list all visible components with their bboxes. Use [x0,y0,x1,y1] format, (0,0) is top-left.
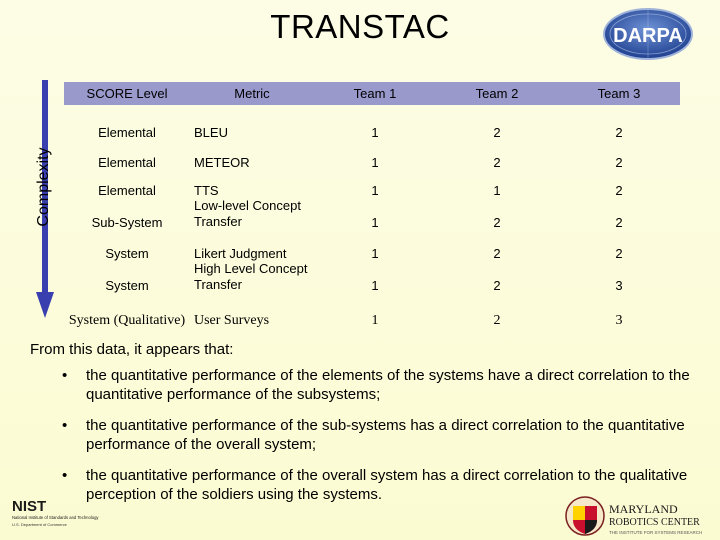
umd-logo-line3: THE INSTITUTE FOR SYSTEMS RESEARCH [609,530,703,535]
team-1-cell: 1 [371,155,379,170]
team-2-cell: 2 [493,155,501,170]
team-2-cell: 2 [493,278,501,293]
score-level-cell: System [105,278,149,293]
table-row [64,140,680,170]
metric-cell: High Level Concept Transfer [194,261,308,292]
table-header-row [64,82,680,105]
team-2-cell: 2 [493,313,501,328]
score-level-cell: Elemental [98,155,156,170]
nist-logo [8,496,99,534]
team-2-cell: 2 [493,215,501,230]
list-item [60,366,690,404]
complexity-label: Complexity [35,147,52,227]
slide-title: TRANSTAC [270,8,450,45]
team-3-cell: 3 [615,278,623,293]
team-1-cell: 1 [371,183,379,198]
metric-cell: Low-level Concept Transfer [194,198,301,229]
header-team-1: Team 1 [314,82,436,105]
list-item-text: the quantitative performance of the sub-systems has a direct correlation to the quantitative performance of the overall system; [86,417,685,453]
metric-cell: BLEU [194,125,228,140]
table-row [64,261,680,295]
team-1-cell: 1 [371,215,379,230]
header-team-2: Team 2 [436,82,558,105]
darpa-logo-text: DARPA [613,25,683,47]
metric-cell: User Surveys [194,313,270,328]
score-level-cell: System [105,246,149,261]
umd-logo-line1: MARYLAND [609,502,678,516]
team-1-cell: 1 [371,125,379,140]
team-3-cell: 3 [615,313,623,328]
score-level-cell: System (Qualitative) [68,313,186,328]
team-3-cell: 2 [615,183,623,198]
score-level-cell: Sub-System [91,215,163,230]
nist-logo-name: NIST [12,498,47,515]
table-row [64,170,680,198]
header-team-3: Team 3 [558,82,680,105]
bullet-icon: • [62,417,68,434]
team-1-cell: 1 [371,246,379,261]
complexity-indicator [36,80,54,320]
score-level-cell: Elemental [98,125,156,140]
score-level-cell: Elemental [98,183,156,198]
umd-logo-line2: ROBOTICS CENTER [609,517,700,528]
header-metric: Metric [190,82,314,105]
nist-logo-subtitle: National Institute of Standards and Technology [12,515,99,520]
team-3-cell: 2 [615,125,623,140]
header-score-level: SCORE Level [64,82,190,105]
team-2-cell: 2 [493,246,501,261]
summary-text: From this data, it appears that: [30,341,234,358]
metric-cell: TTS [194,183,219,198]
table-row [64,105,680,140]
umd-robotics-logo [565,494,715,538]
metric-cell: Likert Judgment [194,246,287,261]
bullet-icon: • [62,467,68,484]
team-3-cell: 2 [615,215,623,230]
table-row [64,198,680,234]
team-3-cell: 2 [615,246,623,261]
team-2-cell: 2 [493,125,501,140]
nist-logo-dept: U.S. Department of Commerce [12,522,67,527]
team-1-cell: 1 [371,278,379,293]
list-item-text: the quantitative performance of the overall system has a direct correlation to the qualitative perception of the soldiers using the systems. [86,467,688,503]
table-row [64,295,680,329]
darpa-logo [598,6,698,62]
list-item [60,416,690,454]
team-1-cell: 1 [371,313,379,328]
list-item-text: the quantitative performance of the elements of the systems have a direct correlation to the quantitative performance of the subsystems; [86,367,690,403]
team-2-cell: 1 [493,183,501,198]
metric-cell: METEOR [194,155,250,170]
table-row [64,234,680,261]
metrics-table [64,82,680,329]
bullet-icon: • [62,367,68,384]
team-3-cell: 2 [615,155,623,170]
